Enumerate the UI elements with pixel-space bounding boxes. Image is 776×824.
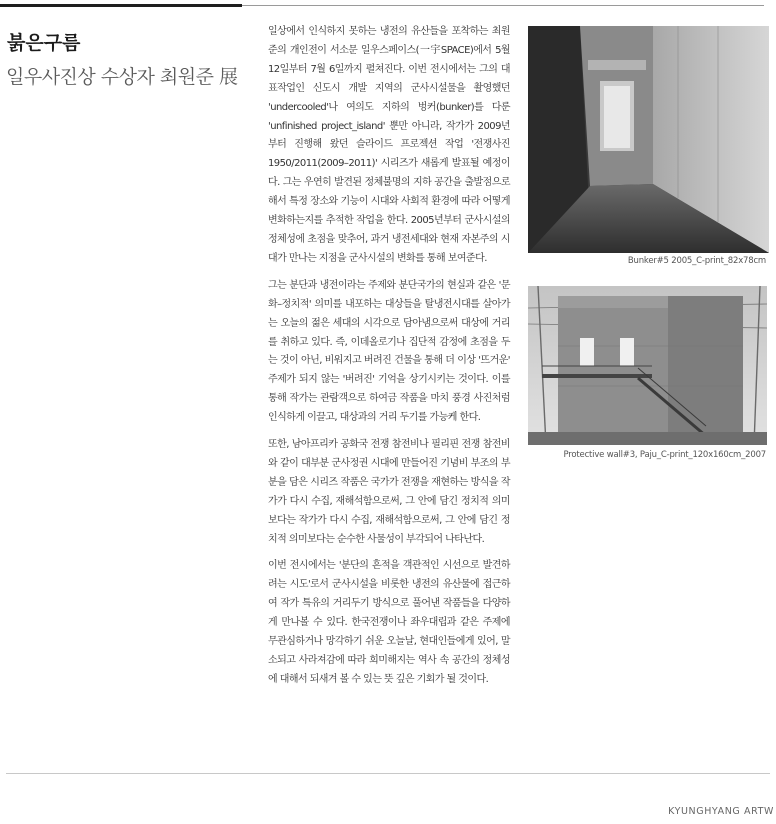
- bunker-corridor-photo: [528, 26, 769, 253]
- top-rule-thick: [0, 4, 242, 7]
- article-paragraph-4: 이번 전시에서는 '분단의 흔적을 객관적인 시선으로 발견하려는 시도'로서 군사시설을 비롯한 냉전의 유산물에 접근하여 작가 특유의 거리두기 방식으로 풀어낸 작품들을 다양하게 만나볼 수 있다. 한국전쟁이나 좌우대립과 같은 주제에 무관심하거나 망각하기 쉬운 오늘날, 현대인들에게 있어, 말소되고 사라져감에 따라 희미해지는 역사 속 공간의 정체성에 대해서 되새겨 볼 수 있는 뜻 깊은 기회가 될 것이다.: [268, 560, 510, 685]
- photo-caption-1: Bunker#5 2005_C-print_82x78cm: [627, 256, 766, 266]
- article-paragraph-3: 또한, 남아프리카 공화국 전쟁 참전비나 필리핀 전쟁 참전비와 같이 대부분 군사정권 시대에 만들어진 기념비 부조의 부분을 담은 시리즈 작품은 국가가 전쟁을 재현하는 방식을 작가가 다시 수집, 재해석함으로써, 그 안에 담긴 정치적 의미보다는 작가가 다시 수집, 재해석함으로써, 그 안에 담긴 정치적 의미보다는 순수한 사물성이 부각되어 나타난다.: [268, 439, 510, 545]
- magazine-footer: KYUNGHYANG ARTW: [668, 806, 774, 817]
- article-paragraph-1: 일상에서 인식하지 못하는 냉전의 유산들을 포착하는 최원준의 개인전이 서소문 일우스페이스(一宇SPACE)에서 5월 12일부터 7월 6일까지 펼쳐진다. 이번 전시에서는 그의 대표작업인 신도시 개발 지역의 군사시설물을 촬영했던 'undercooled'나 여의도 지하의 벙커(bunker)를 다룬 'unfinished project_island' 뿐만 아니라, 작가가 2009년부터 진행해 왔던 슬라이드 프로젝션 작업 '전쟁사진1950/2011(2009–2011)' 시리즈가 새롭게 발표될 예정이다. 그는 우연히 발견된 정체불명의 지하 공간을 출발점으로 해서 특정 장소와 기능이 시대와 사회적 환경에 따라 어떻게 변화하는지를 추적한 작업을 한다. 2005년부터 군사시설의 정체성에 초점을 맞추어, 과거 냉전세대와 현재 자본주의 시대가 만나는 지점을 군사시설의 변화를 통해 보여준다.: [268, 26, 510, 264]
- article-title: 붉은구름: [7, 32, 81, 54]
- protective-wall-photo: [528, 286, 767, 445]
- bottom-rule: [6, 773, 770, 774]
- article-paragraph-2: 그는 분단과 냉전이라는 주제와 분단국가의 현실과 같은 '문화–정치적' 의미를 내포하는 대상들을 탈냉전시대를 살아가는 오늘의 젊은 세대의 시각으로 담아냄으로써 대상에 거리를 취하고 있다. 즉, 이데올로기나 집단적 감정에 초점을 두는 것이 아닌, 비워지고 버려진 건물을 통해 더 이상 '뜨거운' 주제가 되지 않는 '버려진' 기억을 상기시키는 것이다. 이를 통해 작가는 관람객으로 하여금 작품을 마치 풍경 사진처럼 인식하게 이끌고, 대상과의 거리 두기를 가능케 한다.: [268, 279, 510, 424]
- article-body: [268, 23, 510, 698]
- top-rule-thin: [242, 5, 764, 6]
- photo-caption-2: Protective wall#3, Paju_C-print_120x160cm_2007: [563, 450, 766, 460]
- article-subtitle: 일우사진상 수상자 최원준 展: [6, 66, 238, 88]
